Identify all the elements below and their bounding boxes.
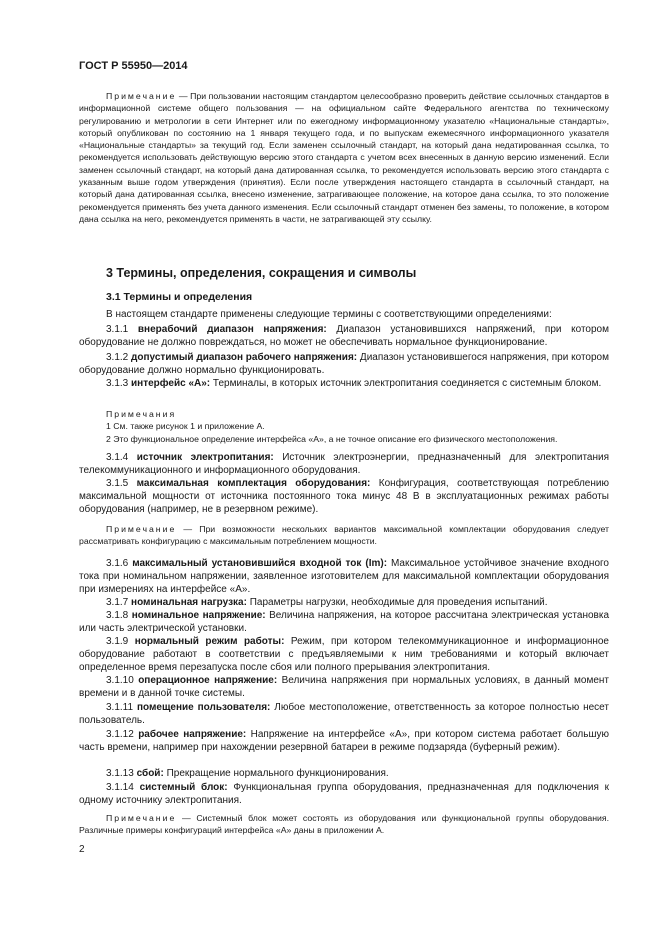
term-definition: Прекращение нормального функционирования. bbox=[163, 768, 389, 779]
term-definition: Напряжение на интерфейсе «А», при котором система работает большую часть времени, например при нахождении резервной батареи в режиме подзаряда (буферный режим). bbox=[79, 729, 609, 753]
note-references bbox=[79, 90, 609, 225]
term-definition: Терминалы, в которых источник электропитания соединяется с системным блоком. bbox=[210, 378, 602, 389]
note-item-1: 1 См. также рисунок 1 и приложение А. bbox=[106, 421, 265, 432]
term-name: сбой: bbox=[136, 768, 164, 779]
term-name: нормальный режим работы: bbox=[134, 636, 285, 647]
term-3-1-2 bbox=[79, 351, 609, 377]
term-number: 3.1.11 bbox=[106, 702, 134, 713]
term-3-1-9 bbox=[79, 635, 609, 674]
term-3-1-3 bbox=[79, 377, 609, 390]
term-3-1-5 bbox=[79, 477, 609, 516]
term-definition: Функциональная группа оборудования, предназначенная для подключения к одному источнику электропитания. bbox=[79, 782, 610, 806]
term-definition: Величина напряжения, на которое рассчитана электрическая установка или часть электрической установки. bbox=[79, 610, 610, 634]
term-name: номинальная нагрузка: bbox=[131, 597, 247, 608]
note-item-2: 2 Это функциональное определение интерфейса «А», а не точное описание его физического местоположения. bbox=[106, 433, 558, 444]
term-name: номинальное напряжение: bbox=[131, 610, 266, 621]
term-number: 3.1.14 bbox=[106, 782, 134, 793]
term-3-1-10 bbox=[79, 674, 609, 700]
term-definition: Любое местоположение, ответственность за которое полностью несет пользователь. bbox=[79, 702, 609, 726]
term-number: 3.1.5 bbox=[106, 478, 129, 489]
note-text: — При пользовании настоящим стандартом целесообразно проверить действие ссылочных стандартов в информационной системе общего пользования — на официальном сайте Федерального агентства по техническому регулированию и метрологии в сети Интернет или по ежегодному информационному указателю «Национальные стандарты», который опубликован по состоянию на 1 января текущего года, и по выпускам ежемесячного информационного указателя «Национальные стандарты» за текущий год. Если заменен ссылочный стандарт, на который дана недатированная ссылка, то рекомендуется использовать действующую версию этого стандарта с учетом всех внесенных в данную версию изменений. Если заменен ссылочный стандарт, на который дана датированная ссылка, то рекомендуется использовать версию этого стандарта с указанным выше годом утверждения (принятия). Если после утверждения настоящего стандарта в ссылочный стандарт, на который дана датированная ссылка, внесено изменение, затрагивающее положение, на которое дана ссылка, то это положение рекомендуется применять без учета данного изменения. Если ссылочный стандарт отменен без замены, то положение, в котором дана ссылка на него, рекомендуется применять в части, не затрагивающей эту ссылку. bbox=[79, 91, 609, 224]
term-number: 3.1.3 bbox=[106, 378, 129, 389]
note-label: Примечание bbox=[106, 813, 177, 823]
section-title: 3 Термины, определения, сокращения и символы bbox=[106, 266, 417, 280]
term-name: источник электропитания: bbox=[136, 452, 274, 463]
note-label: Примечание bbox=[106, 91, 177, 101]
term-definition: Параметры нагрузки, необходимые для проведения испытаний. bbox=[246, 597, 548, 608]
term-name: системный блок: bbox=[139, 782, 228, 793]
subsection-title: 3.1 Термины и определения bbox=[106, 291, 253, 303]
intro-paragraph: В настоящем стандарте применены следующие термины с соответствующими определениями: bbox=[106, 309, 552, 320]
term-3-1-4 bbox=[79, 451, 609, 477]
term-3-1-14 bbox=[79, 781, 609, 807]
term-number: 3.1.12 bbox=[106, 729, 134, 740]
note-text: — Системный блок может состоять из оборудования или функциональной группы оборудования. Различные примеры конфигураций интерфейса «А» даны в приложении А. bbox=[79, 813, 609, 836]
term-definition: Максимальное устойчивое значение входного тока при номинальном напряжении, заявленное изготовителем для максимальной комплектации оборудования при измерениях на интерфейсе «А». bbox=[79, 558, 609, 595]
term-definition: Источник электроэнергии, предназначенный для электропитания телекоммуникационного и информационного оборудования. bbox=[79, 452, 609, 476]
term-3-1-1 bbox=[79, 323, 609, 349]
notes-3-1-3 bbox=[79, 408, 609, 445]
term-name: допустимый диапазон рабочего напряжения: bbox=[131, 352, 358, 363]
term-name: помещение пользователя: bbox=[136, 702, 271, 713]
term-3-1-13 bbox=[79, 767, 609, 780]
note-text: — При возможности нескольких вариантов максимальной комплектации оборудования следует рассматривать конфигурацию с максимальным потреблением мощности. bbox=[79, 524, 609, 547]
document-header: ГОСТ Р 55950—2014 bbox=[79, 60, 188, 72]
term-definition: Диапазон установившихся напряжений, при котором оборудование не должно повреждаться, но может не обеспечивать нормальное функционирование. bbox=[79, 324, 609, 348]
page-number: 2 bbox=[79, 844, 85, 855]
term-3-1-12 bbox=[79, 728, 609, 754]
term-number: 3.1.9 bbox=[106, 636, 129, 647]
term-definition: Диапазон установившегося напряжения, при котором оборудование должно нормально функционировать. bbox=[79, 352, 609, 376]
term-number: 3.1.8 bbox=[106, 610, 129, 621]
term-number: 3.1.1 bbox=[106, 324, 129, 335]
term-number: 3.1.10 bbox=[106, 675, 134, 686]
note-final bbox=[79, 812, 609, 837]
term-name: интерфейс «А»: bbox=[131, 378, 211, 389]
notes-label: Примечания bbox=[106, 409, 177, 419]
term-number: 3.1.4 bbox=[106, 452, 129, 463]
term-name: операционное напряжение: bbox=[138, 675, 278, 686]
term-3-1-11 bbox=[79, 701, 609, 727]
term-definition: Режим, при котором телекоммуникационное и информационное оборудование работают в соответствии с предъявляемыми к ним требованиями и который включает определенное время перезапуска после сбоя или полного прерывания электропитания. bbox=[79, 636, 609, 673]
term-3-1-7 bbox=[79, 596, 609, 609]
term-3-1-6 bbox=[79, 557, 609, 596]
term-3-1-8 bbox=[79, 609, 609, 635]
term-number: 3.1.6 bbox=[106, 558, 129, 569]
term-number: 3.1.13 bbox=[106, 768, 134, 779]
note-3-1-5 bbox=[79, 523, 609, 548]
term-definition: Конфигурация, соответствующая потреблению максимальной мощности от источника постоянного тока минус 48 В в эксплуатационных режимах работы оборудования (например, не в резервном режиме). bbox=[79, 478, 609, 515]
term-definition: Величина напряжения при нормальных условиях, в данный момент времени и в данной точке системы. bbox=[79, 675, 609, 699]
term-name: рабочее напряжение: bbox=[138, 729, 247, 740]
note-label: Примечание bbox=[106, 524, 177, 534]
term-number: 3.1.7 bbox=[106, 597, 129, 608]
term-name: максимальная комплектация оборудования: bbox=[136, 478, 371, 489]
term-number: 3.1.2 bbox=[106, 352, 129, 363]
term-name: максимальный установившийся входной ток (Im): bbox=[132, 558, 388, 569]
term-name: внерабочий диапазон напряжения: bbox=[137, 324, 327, 335]
